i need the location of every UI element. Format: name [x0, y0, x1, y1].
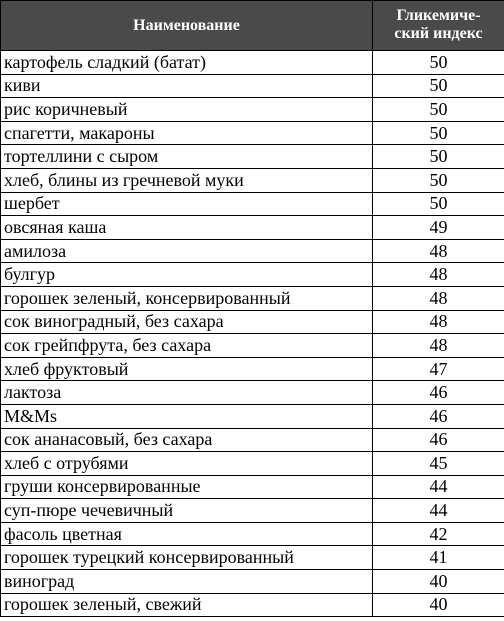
cell-gi: 50	[373, 168, 504, 192]
cell-name: M&Ms	[1, 404, 373, 428]
header-name: Наименование	[1, 1, 373, 51]
table-row	[1, 499, 504, 523]
table-row	[1, 74, 504, 98]
cell-gi: 46	[373, 404, 504, 428]
cell-name: груши консервированные	[1, 475, 373, 499]
cell-gi: 50	[373, 121, 504, 145]
cell-name: амилоза	[1, 239, 373, 263]
cell-gi: 48	[373, 310, 504, 334]
table-row	[1, 475, 504, 499]
cell-gi: 46	[373, 381, 504, 405]
cell-name: сок грейпфрута, без сахара	[1, 334, 373, 358]
cell-name: лактоза	[1, 381, 373, 405]
table-row	[1, 404, 504, 428]
cell-name: рис коричневый	[1, 98, 373, 122]
cell-name: тортеллини с сыром	[1, 145, 373, 169]
cell-name: хлеб фруктовый	[1, 357, 373, 381]
cell-gi: 48	[373, 239, 504, 263]
table-row	[1, 192, 504, 216]
cell-name: горошек зеленый, свежий	[1, 593, 373, 617]
header-gi-line1: Гликемиче-	[396, 7, 481, 24]
table-row	[1, 168, 504, 192]
cell-gi: 47	[373, 357, 504, 381]
cell-gi: 48	[373, 263, 504, 287]
cell-gi: 40	[373, 593, 504, 617]
table-row	[1, 452, 504, 476]
table-row	[1, 145, 504, 169]
cell-gi: 41	[373, 546, 504, 570]
table-row	[1, 286, 504, 310]
table-row	[1, 216, 504, 240]
cell-gi: 42	[373, 522, 504, 546]
table-row	[1, 310, 504, 334]
table-row	[1, 546, 504, 570]
table-row	[1, 357, 504, 381]
table-row	[1, 263, 504, 287]
cell-name: сок ананасовый, без сахара	[1, 428, 373, 452]
cell-name: киви	[1, 74, 373, 98]
cell-gi: 50	[373, 98, 504, 122]
cell-gi: 46	[373, 428, 504, 452]
table-row	[1, 593, 504, 617]
header-row	[1, 1, 504, 51]
cell-gi: 45	[373, 452, 504, 476]
table-row	[1, 428, 504, 452]
table-row	[1, 51, 504, 75]
header-glycemic-index	[373, 1, 504, 51]
cell-name: спагетти, макароны	[1, 121, 373, 145]
cell-gi: 40	[373, 570, 504, 594]
cell-gi: 48	[373, 334, 504, 358]
table-row	[1, 121, 504, 145]
table-row	[1, 522, 504, 546]
cell-gi: 44	[373, 475, 504, 499]
cell-name: овсяная каша	[1, 216, 373, 240]
cell-gi: 50	[373, 145, 504, 169]
cell-name: горошек зеленый, консервированный	[1, 286, 373, 310]
table-row	[1, 570, 504, 594]
cell-name: сок виноградный, без сахара	[1, 310, 373, 334]
cell-name: булгур	[1, 263, 373, 287]
cell-name: хлеб, блины из гречневой муки	[1, 168, 373, 192]
cell-name: виноград	[1, 570, 373, 594]
cell-gi: 44	[373, 499, 504, 523]
header-gi-line2: ский индекс	[394, 25, 483, 42]
cell-gi: 50	[373, 74, 504, 98]
cell-name: картофель сладкий (батат)	[1, 51, 373, 75]
cell-name: горошек турецкий консервированный	[1, 546, 373, 570]
cell-gi: 49	[373, 216, 504, 240]
table-row	[1, 239, 504, 263]
table-row	[1, 334, 504, 358]
cell-gi: 50	[373, 51, 504, 75]
cell-gi: 50	[373, 192, 504, 216]
table-row	[1, 98, 504, 122]
cell-name: фасоль цветная	[1, 522, 373, 546]
cell-name: суп-пюре чечевичный	[1, 499, 373, 523]
cell-name: шербет	[1, 192, 373, 216]
table-header	[1, 1, 504, 51]
table-body	[1, 51, 504, 617]
table-row	[1, 381, 504, 405]
cell-gi: 48	[373, 286, 504, 310]
cell-name: хлеб с отрубями	[1, 452, 373, 476]
